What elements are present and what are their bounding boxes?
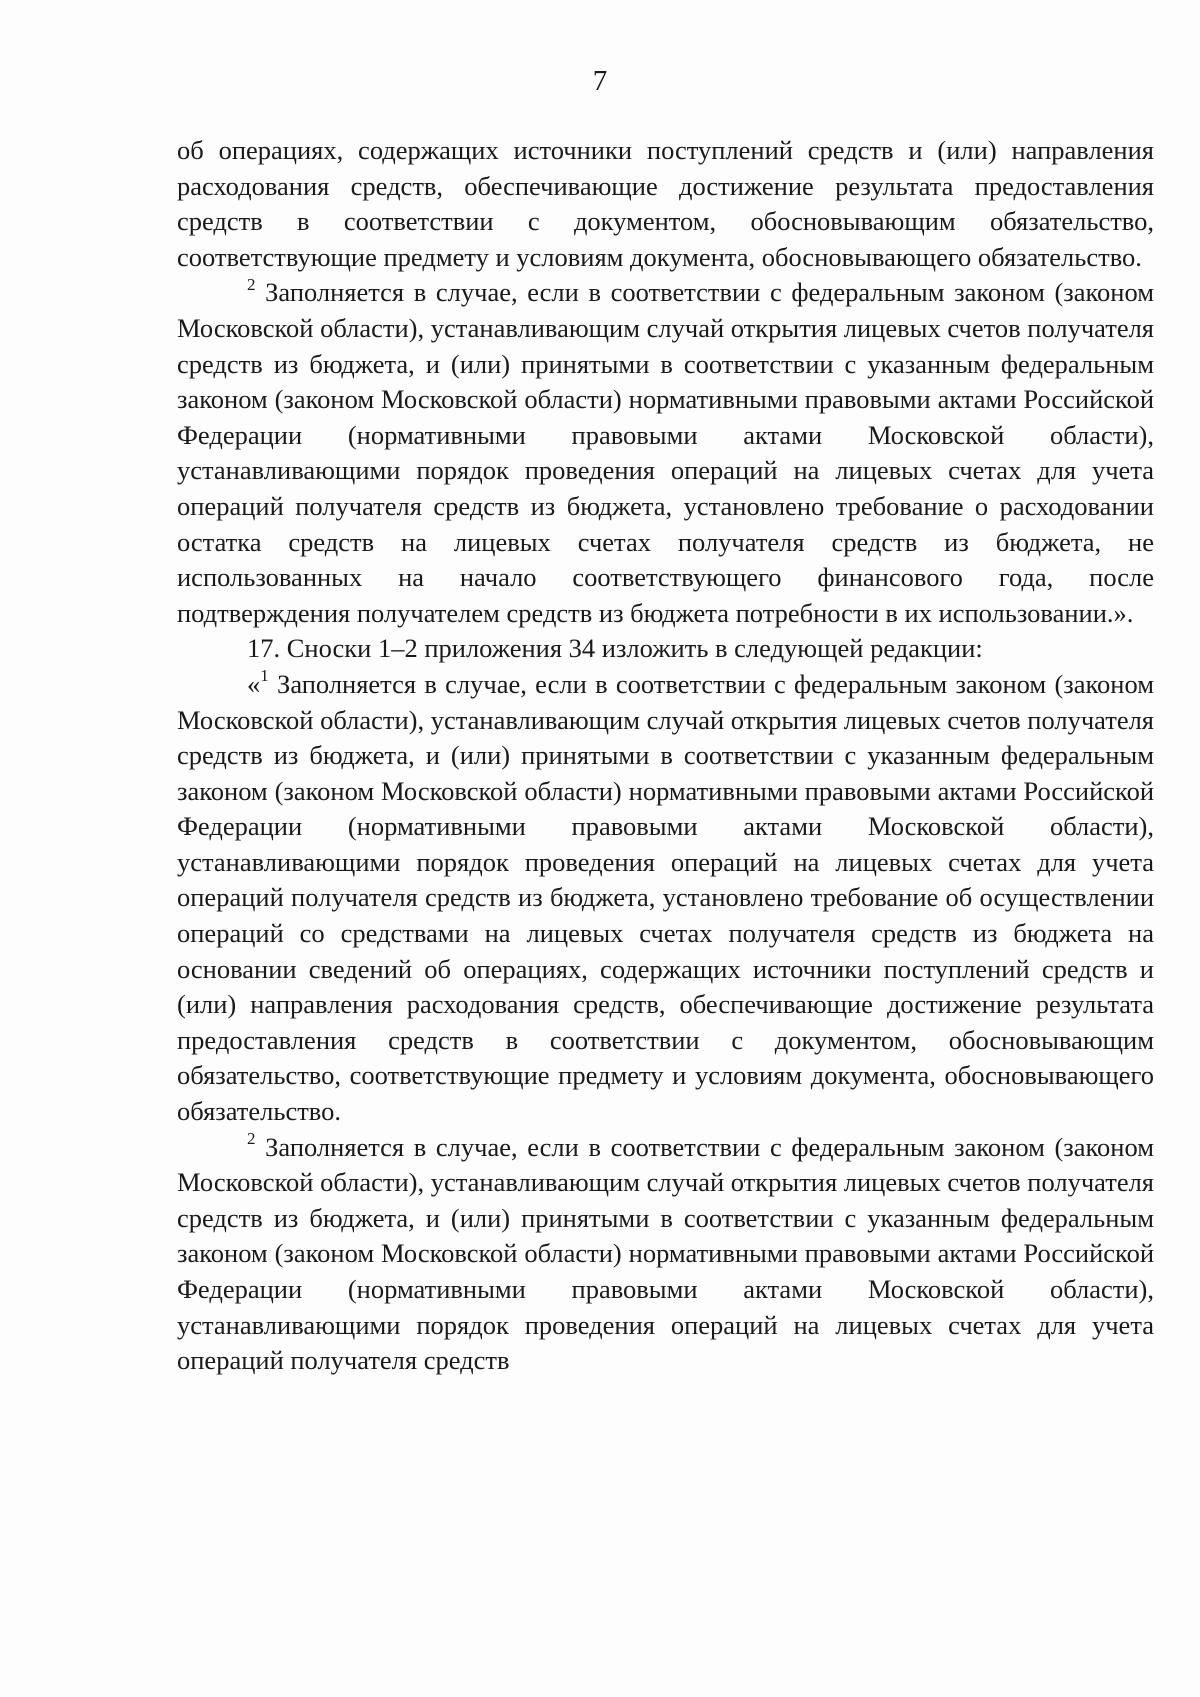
footnote-marker: 2 (247, 274, 256, 294)
paragraph-continuation (177, 133, 1154, 275)
item-17-paragraph (177, 631, 1154, 667)
footnote-2-paragraph (177, 275, 1154, 631)
footnote-1-paragraph (177, 667, 1154, 1130)
footnote-2-paragraph-new (177, 1130, 1154, 1379)
paragraph-text: Заполняется в случае, если в соответствии с федеральным законом (законом Московской области), устанавливающим случай открытия лицевых счетов получателя средств из бюджета, и (или) принятыми в соответствии с указанным федеральным законом (законом Московской области) нормативными правовыми актами Российской Федерации (нормативными правовыми актами Московской области), устанавливающими порядок проведения операций на лицевых счетах для учета операций получателя средств (177, 1131, 1154, 1376)
paragraph-prefix: « (247, 668, 261, 699)
footnote-marker: 2 (247, 1128, 256, 1148)
paragraph-text: Заполняется в случае, если в соответствии с федеральным законом (законом Московской области), устанавливающим случай открытия лицевых счетов получателя средств из бюджета, и (или) принятыми в соответствии с указанным федеральным законом (законом Московской области) нормативными правовыми актами Российской Федерации (нормативными правовыми актами Московской области), устанавливающими порядок проведения операций на лицевых счетах для учета операций получателя средств из бюджета, установлено требование о расходовании остатка средств на лицевых счетах получателя средств из бюджета, не использованных на начало соответствующего финансового года, после подтверждения получателем средств из бюджета потребности в их использовании.». (177, 277, 1154, 628)
page-number: 7 (592, 65, 608, 97)
document-body (177, 133, 1154, 1379)
paragraph-text: 17. Сноски 1–2 приложения 34 изложить в следующей редакции: (247, 633, 983, 664)
footnote-marker: 1 (260, 666, 269, 686)
paragraph-text: об операциях, содержащих источники поступлений средств и (или) направления расходования средств, обеспечивающие достижение результата предоставления средств в соответствии с документом, обосновывающим обязательство, соответствующие предмету и условиям документа, обосновывающего обязательство. (177, 135, 1154, 272)
paragraph-text: Заполняется в случае, если в соответствии с федеральным законом (законом Московской области), устанавливающим случай открытия лицевых счетов получателя средств из бюджета, и (или) принятыми в соответствии с указанным федеральным законом (законом Московской области) нормативными правовыми актами Российской Федерации (нормативными правовыми актами Московской области), устанавливающими порядок проведения операций на лицевых счетах для учета операций получателя средств из бюджета, установлено требование об осуществлении операций со средствами на лицевых счетах получателя средств из бюджета на основании сведений об операциях, содержащих источники поступлений средств и (или) направления расходования средств, обеспечивающие достижение результата предоставления средств в соответствии с документом, обосновывающим обязательство, соответствующие предмету и условиям документа, обосновывающего обязательство. (177, 668, 1154, 1127)
